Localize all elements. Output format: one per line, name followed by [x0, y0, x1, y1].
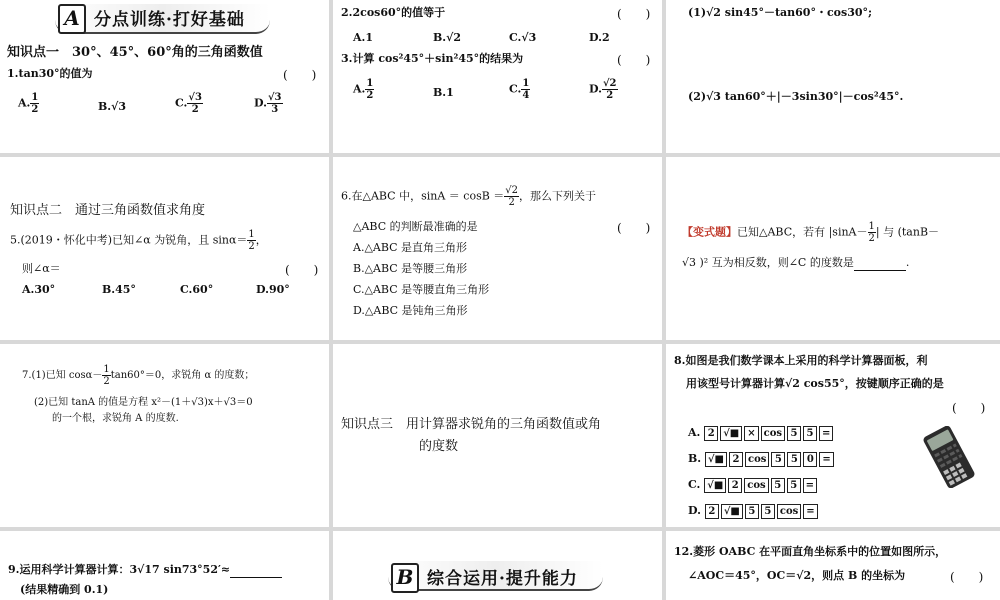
cell-kp3 — [333, 344, 662, 527]
q5-frac-num: 1 — [248, 229, 255, 240]
q5-paren: ( ) — [285, 263, 319, 277]
key: 5 — [761, 504, 775, 519]
q3-opt-d-frac — [602, 78, 618, 101]
variant-answer-blank[interactable] — [854, 258, 906, 271]
section-a-badge: A — [58, 4, 86, 34]
q7-frac — [102, 364, 110, 387]
variant-line2-wrap — [682, 256, 909, 271]
q2-opt-b: B.√2 — [433, 31, 462, 44]
key: 5 — [787, 426, 801, 441]
sqrt-key: √■ — [720, 426, 742, 441]
cell-q6 — [333, 157, 662, 340]
q5-frac — [247, 229, 255, 252]
cell-variant — [666, 157, 1000, 340]
q1-opt-a-frac — [30, 92, 39, 115]
cell-q7 — [0, 344, 329, 527]
q7-frac-num: 1 — [103, 364, 110, 375]
q1-opt-b: B.√3 — [98, 100, 127, 113]
key: 5 — [745, 504, 759, 519]
q6-opt-a: A.△ABC 是直角三角形 — [353, 241, 468, 254]
q1-opt-c-frac — [187, 92, 203, 115]
equals-key: = — [819, 426, 833, 441]
q6-stem-wrap — [341, 185, 596, 208]
q7-frac-den: 2 — [103, 376, 110, 387]
key: 2 — [729, 452, 743, 467]
q3-opt-d-den: 2 — [606, 90, 614, 101]
q3-opt-c-wrap — [509, 78, 530, 101]
variant-text1: 已知△ABC，若有 |sinA－ — [737, 225, 868, 239]
q9-stem: 9.运用科学计算器计算：3√17 sin73°52′≈ — [8, 563, 231, 576]
q8-opt-a-label: A. — [688, 426, 701, 439]
q1-opt-a-den: 2 — [31, 104, 39, 115]
q6-opt-d: D.△ABC 是钝角三角形 — [353, 304, 468, 317]
q7-part2a: (2)已知 tanA 的值是方程 x²－(1＋√3)x＋√3＝0 — [34, 397, 253, 408]
q5-opt-c: C.60° — [180, 283, 214, 296]
q1-opt-c-num: √3 — [188, 92, 202, 103]
q5-opt-b: B.45° — [102, 283, 136, 296]
q8-opt-b — [688, 452, 836, 467]
q2-stem: 2.2cos60°的值等于 — [341, 6, 446, 19]
q7-part1b: tan60°＝0，求锐角 α 的度数； — [110, 370, 255, 381]
sqrt-key: √■ — [704, 478, 726, 493]
key: × — [744, 426, 758, 441]
q3-opt-c-frac — [521, 78, 530, 101]
q5-stem-wrap — [10, 229, 267, 252]
sqrt-key: √■ — [721, 504, 743, 519]
q2-paren: ( ) — [617, 7, 651, 21]
scientific-calculator-icon — [918, 426, 980, 488]
q1-opt-c-wrap — [175, 92, 203, 115]
q2-opt-d: D.2 — [589, 31, 610, 44]
q8-paren: ( ) — [952, 401, 986, 415]
section-a-title: 分点训练·打好基础 — [94, 10, 245, 30]
q1-opt-a: A. — [18, 96, 31, 110]
cell-kp2-q5 — [0, 157, 329, 340]
q3-opt-d-wrap — [589, 78, 618, 101]
cell-section-a — [0, 0, 329, 153]
q12-line2: ∠AOC＝45°，OC＝√2，则点 B 的坐标为 — [688, 569, 906, 582]
q8-opt-b-label: B. — [688, 452, 702, 465]
sqrt-key: √■ — [705, 452, 727, 467]
kp1-title: 知识点一 30°、45°、60°角的三角函数值 — [7, 45, 263, 60]
q1-opt-c-den: 2 — [191, 104, 199, 115]
key: 2 — [705, 504, 719, 519]
q9-stem-wrap — [8, 563, 282, 578]
kp3-title-line2: 的度数 — [419, 439, 459, 454]
variant-line1 — [682, 221, 939, 244]
q6-frac-den: 2 — [508, 197, 515, 208]
q2-opt-a: A.1 — [353, 31, 374, 44]
variant-frac-num: 1 — [868, 221, 875, 232]
q3-opt-a-wrap — [353, 78, 374, 101]
q3-opt-a-num: 1 — [366, 78, 374, 89]
key: 5 — [803, 426, 817, 441]
q3-opt-d-num: √2 — [602, 78, 617, 89]
q5-opt-a: A.30° — [22, 283, 56, 296]
q6-line2: △ABC 的判断最准确的是 — [353, 220, 478, 233]
cell-section-b — [333, 531, 662, 600]
q8-opt-a — [688, 426, 835, 441]
q3-opt-b: B.1 — [433, 86, 454, 99]
section-b-badge: B — [391, 563, 419, 593]
q1-paren: ( ) — [283, 68, 317, 82]
q12-paren: ( ) — [950, 570, 984, 584]
cell-q9 — [0, 531, 329, 600]
cell-q12 — [666, 531, 1000, 600]
q8-opt-c — [688, 478, 819, 493]
q5-stem: 5.(2019・怀化中考)已知∠α 为锐角，且 sinα＝ — [10, 233, 248, 247]
cell-q8 — [666, 344, 1000, 527]
q3-opt-a-frac — [365, 78, 374, 101]
q6-frac — [504, 185, 519, 208]
q4-part1: (1)√2 sin45°－tan60°・cos30°; — [688, 6, 873, 19]
equals-key: = — [819, 452, 833, 467]
variant-end: . — [905, 256, 910, 269]
q3-opt-a: A. — [353, 82, 366, 96]
q3-opt-c-den: 4 — [522, 90, 530, 101]
q3-opt-d: D. — [589, 82, 602, 96]
q7-part2b: 的一个根，求锐角 A 的度数. — [52, 413, 179, 424]
section-b-title: 综合运用·提升能力 — [427, 569, 578, 589]
cos-key: cos — [745, 452, 769, 467]
q9-note: (结果精确到 0.1) — [20, 583, 109, 596]
variant-text2: | 与 (tanB－ — [875, 225, 940, 239]
kp3-title-line1: 知识点三 用计算器求锐角的三角函数值或角 — [341, 417, 602, 432]
q6-stem-end: ，那么下列关于 — [519, 189, 597, 203]
q2-opt-c: C.√3 — [509, 31, 537, 44]
q1-opt-d-wrap — [254, 92, 283, 115]
q1-options — [18, 92, 39, 115]
q6-frac-num: √2 — [505, 185, 519, 196]
q1-opt-d-den: 3 — [271, 104, 279, 115]
cos-key: cos — [777, 504, 801, 519]
q1-opt-d: D. — [254, 96, 267, 110]
q5-frac-den: 2 — [248, 241, 255, 252]
cos-key: cos — [761, 426, 785, 441]
cell-q4 — [666, 0, 1000, 153]
q8-line2: 用该型号计算器计算√2 cos55°，按键顺序正确的是 — [686, 377, 944, 390]
variant-frac-den: 2 — [868, 233, 875, 244]
cell-q2-q3 — [333, 0, 662, 153]
q6-stem: 6.在△ABC 中，sinA ＝ cosB ＝ — [341, 189, 505, 203]
q12-line1: 12.菱形 OABC 在平面直角坐标系中的位置如图所示， — [674, 545, 947, 558]
q9-answer-blank[interactable] — [230, 565, 282, 578]
q1-opt-a-num: 1 — [31, 92, 39, 103]
q3-paren: ( ) — [617, 53, 651, 67]
q5-stem-end: ， — [255, 233, 267, 247]
key: 5 — [787, 478, 801, 493]
q3-opt-a-den: 2 — [366, 90, 374, 101]
variant-tag: 【变式题】 — [682, 225, 737, 239]
q6-opt-c: C.△ABC 是等腰直角三角形 — [353, 283, 490, 296]
equals-key: = — [803, 478, 817, 493]
q3-stem: 3.计算 cos²45°＋sin²45°的结果为 — [341, 52, 524, 65]
key: 2 — [704, 426, 718, 441]
q4-part2: (2)√3 tan60°＋|－3sin30°|－cos²45°. — [688, 90, 904, 103]
q8-opt-d-label: D. — [688, 504, 701, 517]
key: 5 — [771, 478, 785, 493]
q6-paren: ( ) — [617, 221, 651, 235]
q8-opt-c-label: C. — [688, 478, 701, 491]
kp2-title: 知识点二 通过三角函数值求角度 — [10, 203, 206, 218]
q1-opt-c: C. — [175, 96, 188, 110]
q3-opt-c: C. — [509, 82, 522, 96]
key: 0 — [803, 452, 817, 467]
q7-part1-wrap — [22, 364, 254, 387]
q5-line2: 则∠α＝ — [22, 262, 61, 275]
equals-key: = — [803, 504, 817, 519]
q8-line1: 8.如图是我们数学课本上采用的科学计算器面板，利 — [674, 354, 928, 367]
q1-opt-d-frac — [267, 92, 283, 115]
q5-opt-d: D.90° — [256, 283, 290, 296]
cos-key: cos — [744, 478, 768, 493]
q8-opt-d — [688, 504, 820, 519]
q6-opt-b: B.△ABC 是等腰三角形 — [353, 262, 468, 275]
variant-line2: √3 )² 互为相反数，则∠C 的度数是 — [682, 256, 854, 269]
q3-opt-c-num: 1 — [522, 78, 530, 89]
variant-frac — [868, 221, 876, 244]
key: 5 — [787, 452, 801, 467]
key: 2 — [728, 478, 742, 493]
key: 5 — [771, 452, 785, 467]
q1-stem: 1.tan30°的值为 — [7, 67, 93, 80]
q1-opt-d-num: √3 — [267, 92, 282, 103]
q7-part1a: 7.(1)已知 cosα－ — [22, 370, 103, 381]
